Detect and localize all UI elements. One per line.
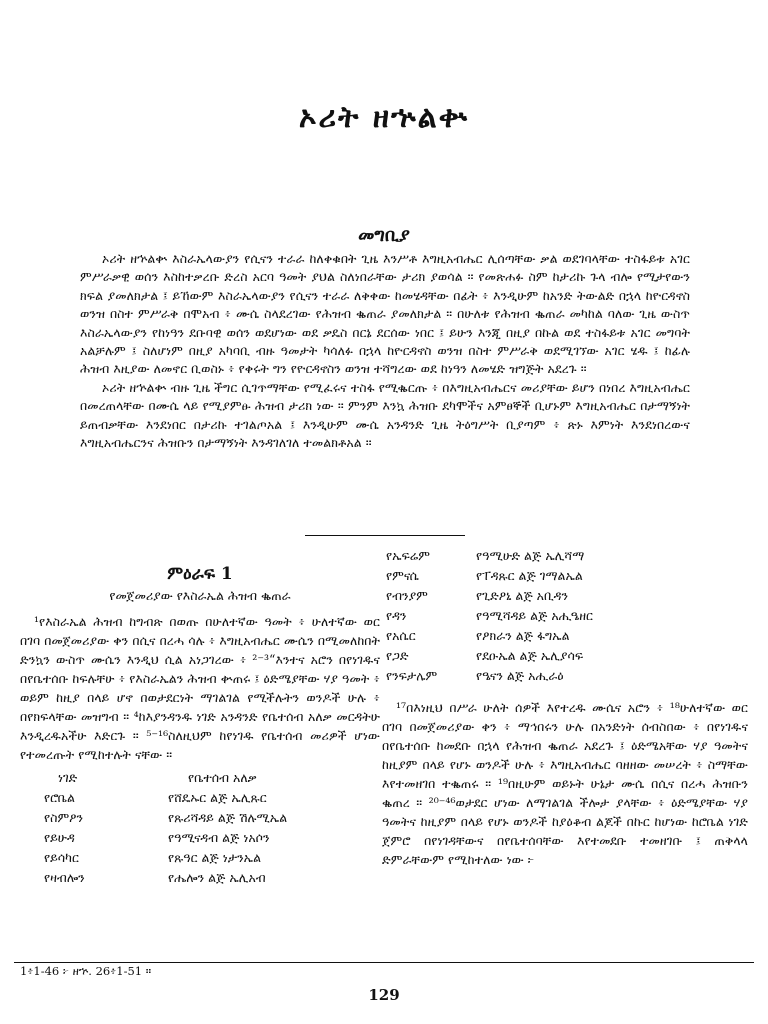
table-row [44, 810, 287, 830]
book-title: ኦሪት ዘኍልቍ [298, 100, 470, 135]
leader-name: የዖክራን ልጅ ፋግኤል [476, 628, 570, 643]
introduction-paragraph: ኦሪት ዘኍልቍ ብዙ ጊዜ ችግር ሲገጥማቸው የሚፈሩና ተስፋ የሚቈርጡ ፥ በእግዚአብሔርና መሪያቸው ይሆን በነበረ እግዚአብሔር በመረጠላቸው በሙሴ ላይ የሚያምፁ ሕዝብ ታሪክ ነው ። ምንም እንኳ ሕዝቡ ደካሞችና አምፀኞች ቢሆኑም እግዚአብሔር በታማኝነት ይጠብቃቸው እንደነበር በታሪኩ ተገልጦአል ፤ እንዲሁም ሙሴ አንዳንድ ጊዜ ትዕግሥት ቢያጣም ፥ ጽኑ እምነት እንደነበረውና እግዚአብሔርንና ሕዝቡን በታማኝነት እንዳገለገለ ተመልክቶአል ። [80, 379, 690, 451]
table-row [386, 548, 593, 568]
table-header-tribe: ነገድ [58, 770, 78, 785]
leader-name: የጹሪሻዳይ ልጅ ሽሉሚኤል [168, 810, 288, 825]
table-row [44, 790, 287, 810]
leader-name: የዓሚናዳብ ልጅ ነአሶን [168, 830, 270, 845]
table-row [386, 568, 593, 588]
leader-name: የጊድዖኒ ልጅ አቢዳን [476, 588, 568, 603]
tribe-name: የስምዖን [44, 810, 84, 825]
tribe-name: የጋድ [386, 648, 409, 663]
chapter-paragraph: ¹የእስራኤል ሕዝብ ከግብጽ በወጡ በሁለተኛው ዓመት ፥ ሁለተኛው ወር በገባ በመጀመሪያው ቀን በሲና በረሓ ሳሉ ፥ እግዚአብሔር ሙሴን በሚመለከበት ድንኳን ውስጥ ሙሴን እንዲህ ሲል አነጋገረው ፥ ²⁻³“እንተና አሮን በየነገዱና በየቤተሰቡ ከፍሉቸሁ ፥ የእስራኤልን ሕዝብ ቍጠሩ ፤ ዕድሜያቸው ሃያ ዓመት ፥ ወይም ከዚያ በላይ ሆኖ በወታደርነት ማገልገል የሚችሉትን ወንዶች ሁሉ ፥ በየክፍላቸው መዝግብ ። ⁴ከእያንዳንዱ ነገድ አንዳንድ የቤተሰብ አለቃ መርዳትሁ እንዲረዱአችሁ እድርጉ ። ⁵⁻¹⁶ስለዚህም ከየነገዱ የቤተሰብ መሪዎች ሆነው የተመረጡት የሚከተሉት ናቸው ። [20, 614, 380, 762]
chapter-paragraph: ¹⁷በእነዚህ በሥራ ሁለት ሰዎች እየተረዱ ሙሴና አሮን ፥ ¹⁸ሁለተኛው ወር በገባ በመጀመሪያው ቀን ፥ ማኅበሩን ሁሉ በአንድነት ሰብስበው ፥ በየነገዱና በየቤተሰቡ ከመደቡ በኋላ የሕዝብ ቈጠራ አደረጉ ፤ ዕድሜአቸው ሃያ ዓመትና ከዚያም በላይ የሆኑ ወንዶች ሁሉ ፥ እግዚአብሔር ባዘዘው መሠረት ፥ ስማቸው እየተመዘገበ ተቈጠሩ ። ¹⁹በዚሁም ወይኑት ሁኔታ ሙሴ በሲና በረሓ ሕዝቡን ቈጠረ ። ²⁰⁻⁴⁶ወታደር ሆነው ለማገልገል ችሎታ ያላቸው ፥ ዕድሜያቸው ሃያ ዓመትና ከዚያም በላይ የሆኑ ወንዶች ከያዕቆብ ልጆች በኩር ከሆነው ከሮቤል ነገድ ጀምሮ በየነገዳቸውና በየቤተሰባቸው እየተመደቡ ተመዘገቡ ፤ ጠቅላላ ድምራቸውም የሚከተለው ነው ፦ [382, 700, 748, 867]
leader-name: የዓሚሁድ ልጅ ኤሊሻማ [476, 548, 585, 563]
table-row [386, 648, 593, 668]
table-row [386, 668, 593, 688]
leader-name: የዓሚሻዳይ ልጅ አሒዔዘር [476, 608, 593, 623]
leader-name: የሸዴኡር ልጅ ኤሊጹር [168, 790, 267, 805]
leader-name: የደዑኤል ልጅ ኤሊያሳፍ [476, 648, 584, 663]
table-row [386, 628, 593, 648]
leader-name: የዔናን ልጅ አሒራዕ [476, 668, 564, 683]
table-row [44, 830, 287, 850]
tribe-name: የሮቤል [44, 790, 75, 805]
introduction-text [80, 250, 690, 452]
tribe-leaders-table-left [44, 770, 287, 890]
left-column [20, 560, 380, 890]
tribe-name: የብንያም [386, 588, 428, 603]
footnote-divider [14, 962, 754, 963]
leader-name: የፐዳጹር ልጅ ገማልኤል [476, 568, 583, 583]
table-row [44, 870, 287, 890]
right-column [382, 548, 748, 869]
tribe-name: የይሁዳ [44, 830, 75, 845]
table-row [44, 850, 287, 870]
leader-name: የጹዓር ልጅ ነታንኤል [168, 850, 261, 865]
tribe-name: የንፍታሌም [386, 668, 438, 683]
chapter-subtitle: የመጀመሪያው የእስራኤል ሕዝብ ቈጠራ [109, 588, 291, 603]
table-row [386, 608, 593, 628]
tribe-name: የዛብሎን [44, 870, 85, 885]
page-number: 129 [368, 986, 400, 1004]
tribe-name: የአሴር [386, 628, 416, 643]
leader-name: የሔሎን ልጅ ኤሊአብ [168, 870, 266, 885]
tribe-name: የምናሴ [386, 568, 419, 583]
cross-reference-footnote: 1፥1-46 ፦ ዘኍ. 26፥1-51 ። [20, 964, 152, 978]
table-header-leader: የቤተሰብ አለቃ [188, 770, 257, 785]
chapter-heading: ምዕራፍ 1 [167, 564, 233, 584]
table-row [386, 588, 593, 608]
table-header-row [44, 770, 287, 790]
tribe-leaders-table-right [386, 548, 593, 688]
tribe-name: የዳን [386, 608, 407, 623]
section-divider [305, 535, 465, 536]
tribe-name: የይሳካር [44, 850, 79, 865]
introduction-heading: መግቢያ [358, 225, 410, 246]
tribe-name: የኤፍሬም [386, 548, 430, 563]
introduction-paragraph: ኦሪት ዘኍልቍ እስራኤላውያን የሲናን ተራራ ከለቀቁበት ጊዜ እንሥቶ እግዚአብሔር ሊሰጣቸው ቃል ወደገባላቸው ተስፋይቱ አገር ምሥራቃዊ ወሰን እስከተቃረቡ ድረስ አርባ ዓመት ያህል ስለነበራቸው ታሪክ ያወሳል ። የመጽሐፉ ስም ከታሪኩ ጉላ ብሎ የሚታየውን ክፍል ያመለክታል ፤ ይኸውም እስራኤላውያን የሲናን ተራራ ለቅቀው ከመሄዳቸው በፊት ፥ እንዲሁም ከአንድ ትውልድ በኋላ ከዮርዳኖስ ወንዝ በስተ ምሥራቅ በሞአብ ፥ ሙሴ ስላደረገው የሕዝብ ቈጠራ ያመለክታል ። በሁለቱ የሕዝብ ቈጠራ መካከል ባለው ጊዜ ውስጥ እስራኤላውያን የከነዓን ደቡባዊ ወሰን ወደሆነው ወደ ቃዴስ በርኔ ደርሰው ነበር ፤ ይሁን እንጂ በዚያ በኩል ወደ ተስፋይቱ አገር መግባት አልቻሉም ፤ ስለሆነም በዚያ አካባቢ ብዙ ዓመታት ካሳለፉ በኋላ ከዮርዳኖስ ወንዝ በስተ ምሥራቅ ወደሚገኘው አገር ሄዱ ፤ ከፊሉ ሕዝብ እዚያው ለመኖር ቢወስኑ ፥ የቀሩት ግን የዮርዳኖስን ወንዝ ተሻግረው ወደ ከነዓን ለመሄድ ዝግጅት አደረጉ ። [80, 251, 690, 377]
